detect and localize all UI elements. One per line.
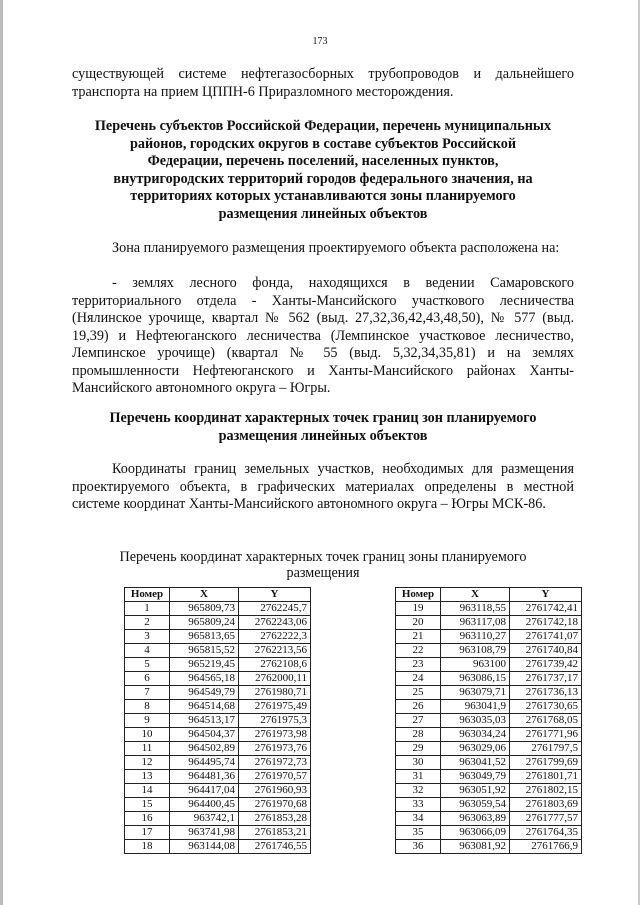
x-coordinate-cell: 964502,89 bbox=[170, 742, 239, 756]
table-row bbox=[396, 770, 582, 784]
y-coordinate-cell: 2761739,42 bbox=[510, 658, 582, 672]
point-number-cell: 22 bbox=[396, 644, 441, 658]
x-coordinate-cell: 963100 bbox=[441, 658, 510, 672]
y-coordinate-cell: 2761801,71 bbox=[510, 770, 582, 784]
scan-edge-left bbox=[0, 0, 3, 905]
y-coordinate-cell: 2761771,96 bbox=[510, 728, 582, 742]
x-coordinate-cell: 964565,18 bbox=[170, 672, 239, 686]
point-number-cell: 21 bbox=[396, 630, 441, 644]
y-coordinate-cell: 2762213,56 bbox=[239, 644, 311, 658]
point-number-cell: 24 bbox=[396, 672, 441, 686]
y-coordinate-cell: 2761975,49 bbox=[239, 700, 311, 714]
table-row bbox=[396, 784, 582, 798]
point-number-cell: 6 bbox=[125, 672, 170, 686]
section-heading-coordinates: Перечень координат характерных точек границ зон планируемого размещения линейных объектов bbox=[109, 410, 537, 444]
x-coordinate-cell: 963081,92 bbox=[441, 840, 510, 854]
x-coordinate-cell: 963059,54 bbox=[441, 798, 510, 812]
x-coordinate-cell: 964513,17 bbox=[170, 714, 239, 728]
point-number-cell: 2 bbox=[125, 616, 170, 630]
header-x: X bbox=[170, 588, 239, 602]
point-number-cell: 32 bbox=[396, 784, 441, 798]
x-coordinate-cell: 963041,52 bbox=[441, 756, 510, 770]
table-row bbox=[125, 602, 311, 616]
point-number-cell: 17 bbox=[125, 826, 170, 840]
point-number-cell: 13 bbox=[125, 770, 170, 784]
y-coordinate-cell: 2761742,18 bbox=[510, 616, 582, 630]
table-row bbox=[396, 686, 582, 700]
y-coordinate-cell: 2761777,57 bbox=[510, 812, 582, 826]
y-coordinate-cell: 2761768,05 bbox=[510, 714, 582, 728]
table-row bbox=[125, 714, 311, 728]
x-coordinate-cell: 964549,79 bbox=[170, 686, 239, 700]
x-coordinate-cell: 963034,24 bbox=[441, 728, 510, 742]
point-number-cell: 19 bbox=[396, 602, 441, 616]
x-coordinate-cell: 964481,36 bbox=[170, 770, 239, 784]
table-row bbox=[125, 616, 311, 630]
y-coordinate-cell: 2762000,11 bbox=[239, 672, 311, 686]
y-coordinate-cell: 2761960,93 bbox=[239, 784, 311, 798]
table-row bbox=[396, 714, 582, 728]
y-coordinate-cell: 2762222,3 bbox=[239, 630, 311, 644]
point-number-cell: 1 bbox=[125, 602, 170, 616]
y-coordinate-cell: 2761802,15 bbox=[510, 784, 582, 798]
point-number-cell: 5 bbox=[125, 658, 170, 672]
table-row bbox=[125, 798, 311, 812]
y-coordinate-cell: 2761853,21 bbox=[239, 826, 311, 840]
x-coordinate-cell: 963117,08 bbox=[441, 616, 510, 630]
table-row bbox=[396, 672, 582, 686]
y-coordinate-cell: 2762245,7 bbox=[239, 602, 311, 616]
x-coordinate-cell: 965809,73 bbox=[170, 602, 239, 616]
x-coordinate-cell: 963110,27 bbox=[441, 630, 510, 644]
table-row bbox=[396, 630, 582, 644]
table-row bbox=[125, 630, 311, 644]
table-caption: Перечень координат характерных точек границ зоны планируемого размещения bbox=[119, 549, 527, 581]
y-coordinate-cell: 2761737,17 bbox=[510, 672, 582, 686]
x-coordinate-cell: 963741,98 bbox=[170, 826, 239, 840]
table-header-row bbox=[125, 588, 311, 602]
section-heading-territories: Перечень субъектов Российской Федерации, перечень муниципальных районов, городских округов в составе субъектов Российской Федерации, перечень поселений, населенных пунктов, внутригородских территорий городов федерального значения, на территориях которых устанавливаются зоны планируемого размещения линейных объектов bbox=[94, 118, 552, 222]
header-number: Номер bbox=[396, 588, 441, 602]
y-coordinate-cell: 2761766,9 bbox=[510, 840, 582, 854]
point-number-cell: 34 bbox=[396, 812, 441, 826]
point-number-cell: 18 bbox=[125, 840, 170, 854]
coordinates-table-left bbox=[124, 587, 311, 854]
zone-list-item: - землях лесного фонда, находящихся в ведении Самаровского территориального отдела - Ханты-Мансийского участкового лесничества (Нялинское урочище, квартал № 562 (выд. 27,32,36,42,43,48,50), № 577 (выд. 19,39) и Нефтеюганского лесничества (Лемпинское участковое лесничество, Лемпинское урочище) (квартал № 55 (выд. 5,32,34,35,81) и на землях промышленности Нефтеюганского и Ханты-Мансийского районах Ханты-Мансийского автономного округа – Югры. bbox=[72, 275, 574, 396]
table-row bbox=[125, 770, 311, 784]
y-coordinate-cell: 2761797,5 bbox=[510, 742, 582, 756]
x-coordinate-cell: 963118,55 bbox=[441, 602, 510, 616]
y-coordinate-cell: 2761973,76 bbox=[239, 742, 311, 756]
table-row bbox=[396, 812, 582, 826]
point-number-cell: 4 bbox=[125, 644, 170, 658]
zone-intro-paragraph: Зона планируемого размещения проектируемого объекта расположена на: bbox=[112, 240, 560, 256]
y-coordinate-cell: 2761975,3 bbox=[239, 714, 311, 728]
x-coordinate-cell: 963041,9 bbox=[441, 700, 510, 714]
y-coordinate-cell: 2761803,69 bbox=[510, 798, 582, 812]
point-number-cell: 28 bbox=[396, 728, 441, 742]
point-number-cell: 12 bbox=[125, 756, 170, 770]
table-row bbox=[396, 602, 582, 616]
point-number-cell: 7 bbox=[125, 686, 170, 700]
y-coordinate-cell: 2761970,68 bbox=[239, 798, 311, 812]
table-row bbox=[396, 644, 582, 658]
x-coordinate-cell: 963035,03 bbox=[441, 714, 510, 728]
header-x: X bbox=[441, 588, 510, 602]
table-row bbox=[125, 658, 311, 672]
y-coordinate-cell: 2761742,41 bbox=[510, 602, 582, 616]
x-coordinate-cell: 965813,65 bbox=[170, 630, 239, 644]
x-coordinate-cell: 964417,04 bbox=[170, 784, 239, 798]
point-number-cell: 16 bbox=[125, 812, 170, 826]
point-number-cell: 25 bbox=[396, 686, 441, 700]
x-coordinate-cell: 965219,45 bbox=[170, 658, 239, 672]
table-row bbox=[125, 644, 311, 658]
x-coordinate-cell: 963063,89 bbox=[441, 812, 510, 826]
point-number-cell: 10 bbox=[125, 728, 170, 742]
x-coordinate-cell: 963079,71 bbox=[441, 686, 510, 700]
table-row bbox=[125, 742, 311, 756]
table-row bbox=[125, 826, 311, 840]
table-row bbox=[396, 798, 582, 812]
table-row bbox=[396, 616, 582, 630]
point-number-cell: 11 bbox=[125, 742, 170, 756]
coordinates-paragraph: Координаты границ земельных участков, необходимых для размещения проектируемого объекта, в графических материалах определены в местной системе координат Ханты-Мансийского автономного округа – Югры МСК-86. bbox=[72, 461, 574, 512]
table-row bbox=[125, 686, 311, 700]
y-coordinate-cell: 2761736,13 bbox=[510, 686, 582, 700]
point-number-cell: 23 bbox=[396, 658, 441, 672]
x-coordinate-cell: 963086,15 bbox=[441, 672, 510, 686]
table-row bbox=[396, 658, 582, 672]
table-row bbox=[396, 826, 582, 840]
point-number-cell: 36 bbox=[396, 840, 441, 854]
table-row bbox=[396, 700, 582, 714]
y-coordinate-cell: 2761972,73 bbox=[239, 756, 311, 770]
table-row bbox=[396, 728, 582, 742]
x-coordinate-cell: 963108,79 bbox=[441, 644, 510, 658]
table-row bbox=[125, 840, 311, 854]
x-coordinate-cell: 963049,79 bbox=[441, 770, 510, 784]
y-coordinate-cell: 2761764,35 bbox=[510, 826, 582, 840]
y-coordinate-cell: 2761980,71 bbox=[239, 686, 311, 700]
intro-continuation: существующей системе нефтегазосборных трубопроводов и дальнейшего транспорта на прием ЦППН-6 Приразломного месторождения. bbox=[72, 66, 574, 100]
point-number-cell: 35 bbox=[396, 826, 441, 840]
x-coordinate-cell: 965815,52 bbox=[170, 644, 239, 658]
x-coordinate-cell: 964400,45 bbox=[170, 798, 239, 812]
table-row bbox=[396, 840, 582, 854]
y-coordinate-cell: 2761730,65 bbox=[510, 700, 582, 714]
point-number-cell: 30 bbox=[396, 756, 441, 770]
x-coordinate-cell: 963144,08 bbox=[170, 840, 239, 854]
x-coordinate-cell: 963051,92 bbox=[441, 784, 510, 798]
x-coordinate-cell: 964514,68 bbox=[170, 700, 239, 714]
table-row bbox=[396, 742, 582, 756]
y-coordinate-cell: 2761853,28 bbox=[239, 812, 311, 826]
x-coordinate-cell: 964504,37 bbox=[170, 728, 239, 742]
point-number-cell: 31 bbox=[396, 770, 441, 784]
coordinates-table-right bbox=[395, 587, 582, 854]
y-coordinate-cell: 2761799,69 bbox=[510, 756, 582, 770]
y-coordinate-cell: 2762108,6 bbox=[239, 658, 311, 672]
x-coordinate-cell: 963066,09 bbox=[441, 826, 510, 840]
table-row bbox=[125, 756, 311, 770]
point-number-cell: 27 bbox=[396, 714, 441, 728]
header-number: Номер bbox=[125, 588, 170, 602]
y-coordinate-cell: 2761746,55 bbox=[239, 840, 311, 854]
y-coordinate-cell: 2761740,84 bbox=[510, 644, 582, 658]
point-number-cell: 26 bbox=[396, 700, 441, 714]
x-coordinate-cell: 964495,74 bbox=[170, 756, 239, 770]
table-row bbox=[125, 812, 311, 826]
x-coordinate-cell: 963742,1 bbox=[170, 812, 239, 826]
point-number-cell: 33 bbox=[396, 798, 441, 812]
point-number-cell: 29 bbox=[396, 742, 441, 756]
y-coordinate-cell: 2761741,07 bbox=[510, 630, 582, 644]
point-number-cell: 14 bbox=[125, 784, 170, 798]
point-number-cell: 9 bbox=[125, 714, 170, 728]
table-row bbox=[125, 700, 311, 714]
point-number-cell: 15 bbox=[125, 798, 170, 812]
x-coordinate-cell: 965809,24 bbox=[170, 616, 239, 630]
table-row bbox=[125, 672, 311, 686]
y-coordinate-cell: 2762243,06 bbox=[239, 616, 311, 630]
table-row bbox=[396, 756, 582, 770]
header-y: Y bbox=[510, 588, 582, 602]
x-coordinate-cell: 963029,06 bbox=[441, 742, 510, 756]
table-header-row bbox=[396, 588, 582, 602]
point-number-cell: 20 bbox=[396, 616, 441, 630]
point-number-cell: 3 bbox=[125, 630, 170, 644]
point-number-cell: 8 bbox=[125, 700, 170, 714]
y-coordinate-cell: 2761970,57 bbox=[239, 770, 311, 784]
table-row bbox=[125, 784, 311, 798]
y-coordinate-cell: 2761973,98 bbox=[239, 728, 311, 742]
header-y: Y bbox=[239, 588, 311, 602]
page-number: 173 bbox=[312, 36, 328, 47]
table-row bbox=[125, 728, 311, 742]
